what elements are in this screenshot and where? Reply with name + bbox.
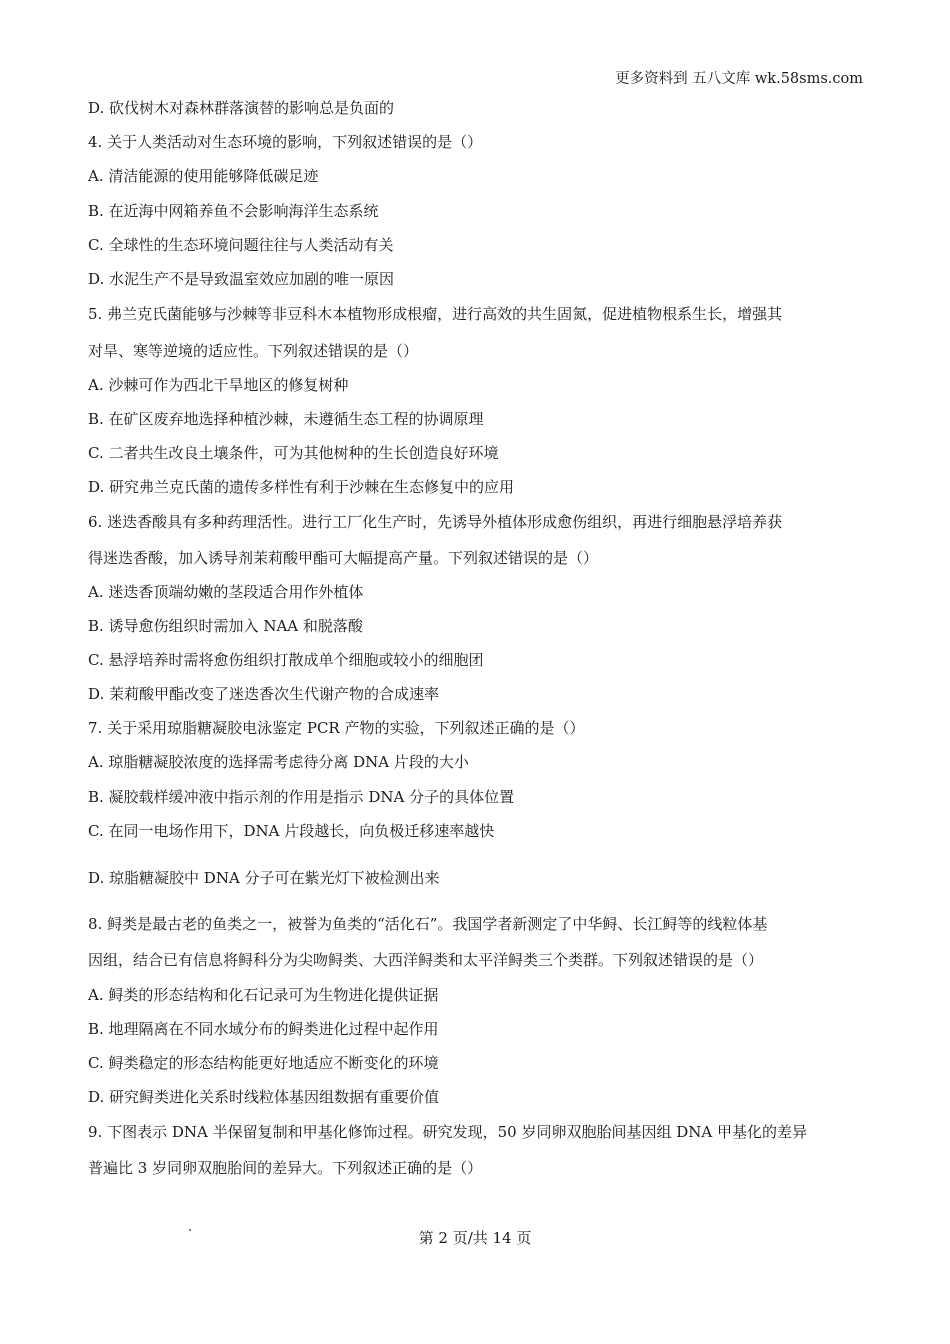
option-d: D. 琼脂糖凝胶中 DNA 分子可在紫光灯下被检测出来	[88, 869, 440, 887]
option-a: A. 沙棘可作为西北干旱地区的修复树种	[88, 376, 349, 394]
option-a: A. 清洁能源的使用能够降低碳足迹	[88, 167, 319, 185]
option-d: D. 水泥生产不是导致温室效应加剧的唯一原因	[88, 270, 395, 288]
option-b: B. 在近海中网箱养鱼不会影响海洋生态系统	[88, 202, 379, 220]
option-c: C. 悬浮培养时需将愈伤组织打散成单个细胞或较小的细胞团	[88, 651, 484, 669]
option-b: B. 地理隔离在不同水域分布的鲟类进化过程中起作用	[88, 1020, 439, 1038]
option-a: A. 迷迭香顶端幼嫩的茎段适合用作外植体	[88, 583, 364, 601]
question-8: 8. 鲟类是最古老的鱼类之一，被誉为鱼类的“活化石”。我国学者新测定了中华鲟、长江鲟等的线粒体基	[88, 915, 768, 933]
question-6: 6. 迷迭香酸具有多种药理活性。进行工厂化生产时，先诱导外植体形成愈伤组织，再进行细胞悬浮培养获	[88, 513, 783, 531]
question-6-cont: 得迷迭香酸，加入诱导剂茉莉酸甲酯可大幅提高产量。下列叙述错误的是（）	[88, 549, 599, 567]
option-c: C. 在同一电场作用下，DNA 片段越长，向负极迁移速率越快	[88, 822, 495, 840]
option-b: B. 在矿区废弃地选择种植沙棘，未遵循生态工程的协调原理	[88, 410, 484, 428]
question-4: 4. 关于人类活动对生态环境的影响，下列叙述错误的是（）	[88, 133, 483, 151]
option-a: A. 鲟类的形态结构和化石记录可为生物进化提供证据	[88, 986, 439, 1004]
option-a: A. 琼脂糖凝胶浓度的选择需考虑待分离 DNA 片段的大小	[88, 753, 469, 771]
question-7: 7. 关于采用琼脂糖凝胶电泳鉴定 PCR 产物的实验，下列叙述正确的是（）	[88, 719, 585, 737]
option-c: C. 二者共生改良土壤条件，可为其他树种的生长创造良好环境	[88, 444, 499, 462]
option-b: B. 诱导愈伤组织时需加入 NAA 和脱落酸	[88, 617, 363, 635]
option-c: C. 鲟类稳定的形态结构能更好地适应不断变化的环境	[88, 1054, 439, 1072]
question-8-cont: 因组，结合已有信息将鲟科分为尖吻鲟类、大西洋鲟类和太平洋鲟类三个类群。下列叙述错误的是（）	[88, 951, 764, 969]
header-watermark: 更多资料到 五八文库 wk.58sms.com	[615, 71, 863, 87]
option-c: C. 全球性的生态环境问题往往与人类活动有关	[88, 236, 394, 254]
option-d: D. 研究鲟类进化关系时线粒体基因组数据有重要价值	[88, 1088, 440, 1106]
page-number: 第 2 页/共 14 页	[418, 1229, 532, 1247]
question-5-cont: 对旱、寒等逆境的适应性。下列叙述错误的是（）	[88, 342, 419, 360]
option-d: D. 茉莉酸甲酯改变了迷迭香次生代谢产物的合成速率	[88, 685, 440, 703]
text-line: D. 砍伐树木对森林群落演替的影响总是负面的	[88, 99, 395, 117]
question-9: 9. 下图表示 DNA 半保留复制和甲基化修饰过程。研究发现，50 岁同卵双胞胎间基因组 DNA 甲基化的差异	[88, 1123, 807, 1141]
option-b: B. 凝胶载样缓冲液中指示剂的作用是指示 DNA 分子的具体位置	[88, 788, 515, 806]
option-d: D. 研究弗兰克氏菌的遗传多样性有利于沙棘在生态修复中的应用	[88, 478, 515, 496]
question-9-cont: 普遍比 3 岁同卵双胞胎间的差异大。下列叙述正确的是（）	[88, 1159, 483, 1177]
question-5: 5. 弗兰克氏菌能够与沙棘等非豆科木本植物形成根瘤，进行高效的共生固氮，促进植物根系生长，增强其	[88, 305, 783, 323]
